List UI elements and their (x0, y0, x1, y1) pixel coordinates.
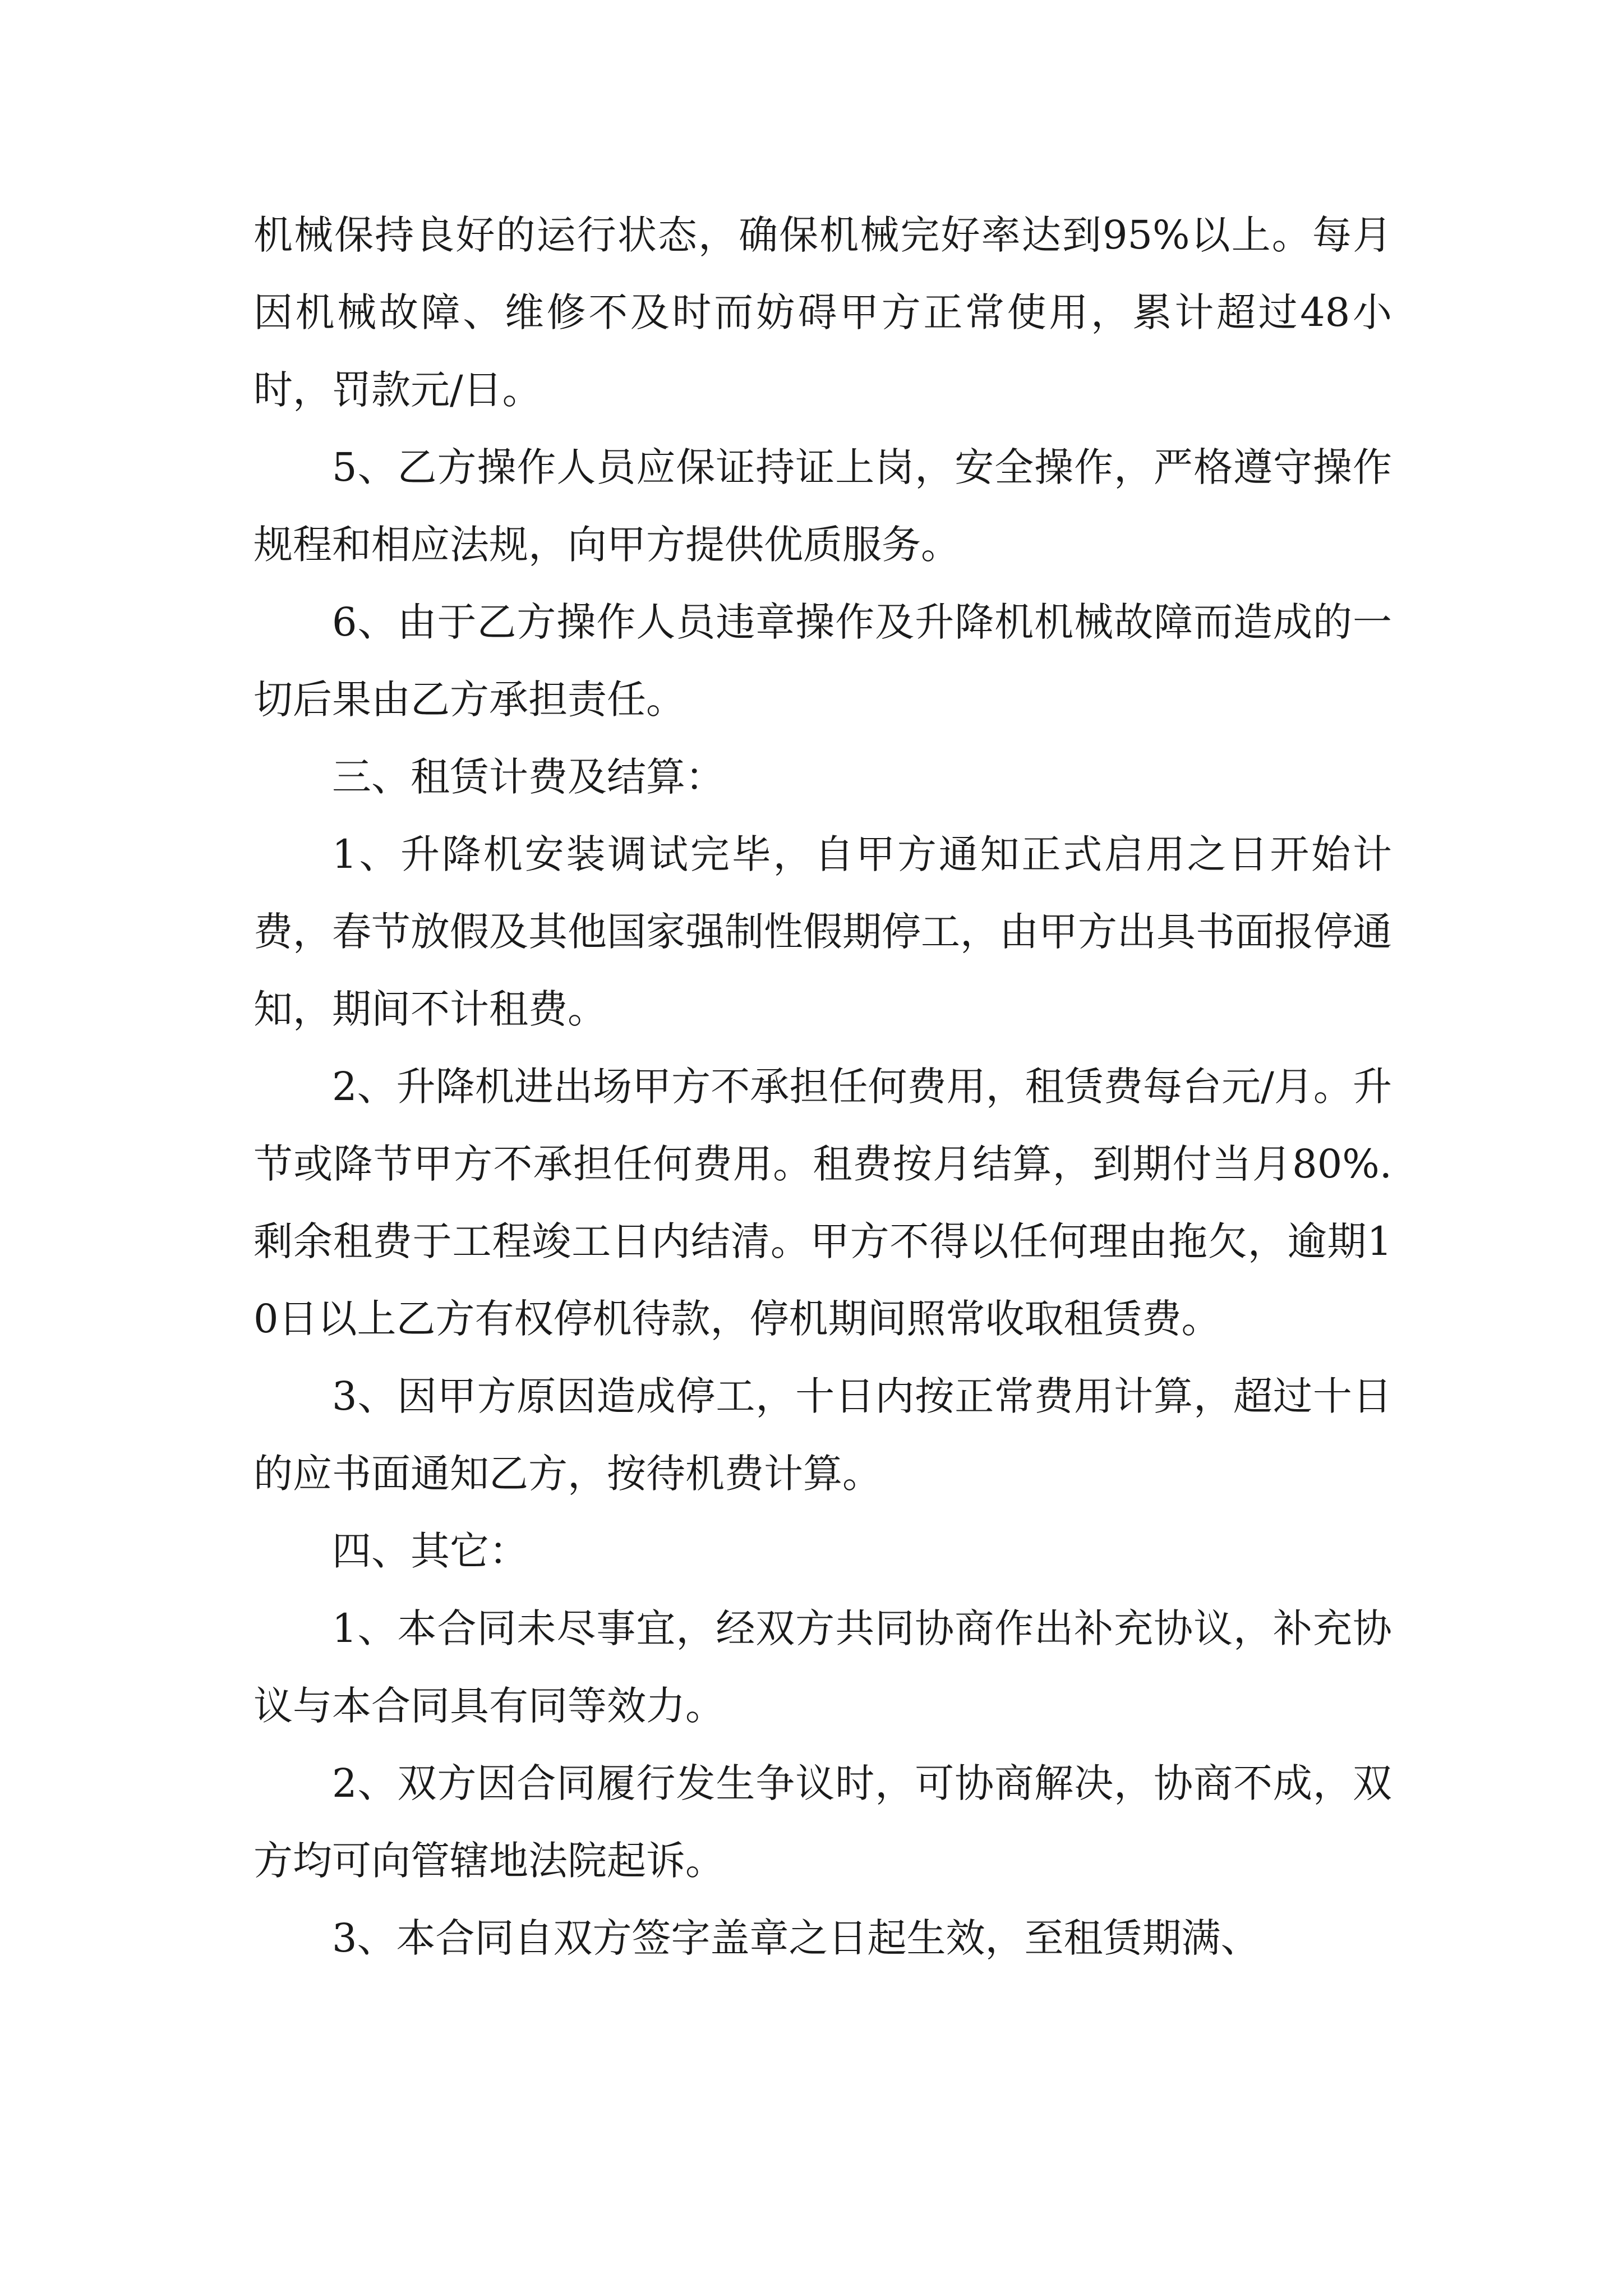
paragraph-other-1: 1、本合同未尽事宜，经双方共同协商作出补充协议，补充协议与本合同具有同等效力。 (253, 1605, 1392, 1729)
paragraph-billing-2: 2、升降机进出场甲方不承担任何费用，租赁费每台元/月。升节或降节甲方不承担任何费用。租费按月结算，到期付当月80%.剩余租费于工程竣工日内结清。甲方不得以任何理由拖欠，逾期10日以上乙方有权停机待款，停机期间照常收取租赁费。 (253, 1064, 1392, 1342)
paragraph-clause-5: 5、乙方操作人员应保证持证上岗，安全操作，严格遵守操作规程和相应法规，向甲方提供优质服务。 (253, 444, 1392, 568)
paragraph-continuation: 机械保持良好的运行状态，确保机械完好率达到95%以上。每月因机械故障、维修不及时而妨碍甲方正常使用，累计超过48小时，罚款元/日。 (253, 212, 1392, 413)
paragraph-clause-6: 6、由于乙方操作人员违章操作及升降机机械故障而造成的一切后果由乙方承担责任。 (253, 599, 1392, 723)
paragraph-other-2: 2、双方因合同履行发生争议时，可协商解决，协商不成，双方均可向管辖地法院起诉。 (253, 1760, 1392, 1884)
section-heading-billing: 三、租赁计费及结算： (332, 754, 725, 800)
paragraph-billing-1: 1、升降机安装调试完毕，自甲方通知正式启用之日开始计费，春节放假及其他国家强制性假期停工，由甲方出具书面报停通知，期间不计租费。 (253, 831, 1392, 1032)
paragraph-other-3: 3、本合同自双方签字盖章之日起生效，至租赁期满、 (332, 1915, 1260, 1961)
section-heading-other: 四、其它： (332, 1528, 528, 1574)
paragraph-billing-3: 3、因甲方原因造成停工，十日内按正常费用计算，超过十日的应书面通知乙方，按待机费计算。 (253, 1373, 1392, 1497)
document-body (253, 196, 1392, 1977)
